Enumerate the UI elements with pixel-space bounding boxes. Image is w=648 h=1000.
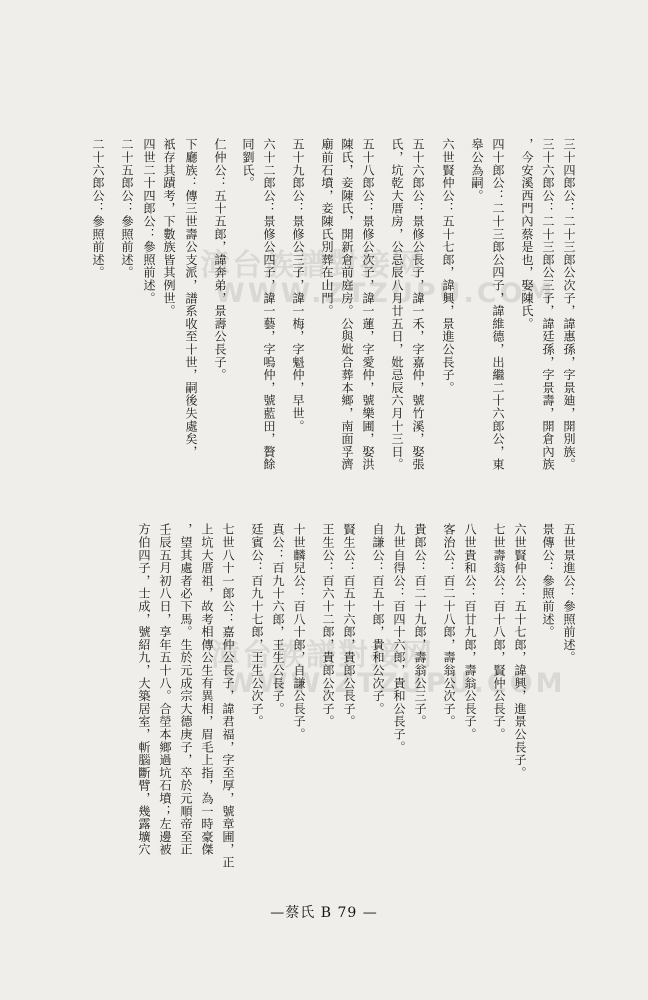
text-column-u7: 五十六郎公：景修公長子，諱一禾，字嘉仲，號竹溪，娶張 — [411, 138, 425, 471]
text-column-l10: 賢生公：百五十六郎，貴郎公長子。 — [342, 523, 356, 728]
text-column-l5: 八世貴和公：百廿九郎，壽翁公長子。 — [463, 523, 477, 741]
text-column-l16: 上坑大厝祖，故考相傳公生有異相，眉毛上指，為一時豪傑 — [200, 523, 214, 856]
text-column-u8: 氏，坑乾大厝房，公忌辰八月廿五日，妣忌辰六月十三日。 — [390, 138, 404, 471]
text-column-u3: ，今安溪西門內蔡是也，娶陳氏。 — [520, 138, 534, 330]
text-column-u6: 六世賢仲公：五十七郎，諱興，景進公長子。 — [441, 138, 455, 394]
text-column-u15: 仁仲公：五十五郎，諱奔弟，景壽公長子。 — [213, 138, 227, 382]
text-column-u16: 下廳族：傳三世壽公支派，譜系收至十世，嗣後失處矣， — [184, 138, 198, 458]
text-column-u18: 四世二十四郎公：參照前述。 — [142, 138, 156, 305]
watermark-url-upper: WWW.ZTZUPU.COM — [215, 278, 556, 309]
text-column-l11: 王生公：百六十二郎，貴郎公次子。 — [321, 523, 335, 728]
text-column-l8: 九世自得公：百四十六郎，貴和公長子。 — [392, 523, 406, 754]
text-column-l3: 六世賢仲公：五十七郎，諱興，進景公長子。 — [513, 523, 527, 779]
text-column-u19: 二十五郎公：參照前述。 — [120, 138, 134, 279]
text-column-u2: 三十六郎公：二十三郎公三子，諱廷孫，字景壽，開倉內族 — [541, 138, 555, 471]
text-column-l17: ，望其處者必下馬。生於元成宗大德庚子，卒於元順帝至正 — [179, 523, 193, 856]
watermark-title-upper: 漳台族譜對接网 — [200, 248, 424, 283]
text-column-l9: 自謙公：百五十郎，貴和公次子。 — [371, 523, 385, 715]
text-column-u4: 四十郎公：二十三郎公四子，諱維德，出繼二十六郎公，東 — [491, 138, 505, 471]
text-column-u13: 六十二郎公：景修公四子，諱一藝，字嗚仲，號藍田，贅餘 — [262, 138, 276, 471]
text-column-l14: 廷賓公：百九十七郎，王生公次子。 — [250, 523, 264, 728]
text-column-u9: 五十八郎公：景修公次子，諱一蓮，字愛仲，號樂圃，娶洪 — [361, 138, 375, 471]
text-column-l15: 七世八十一郎公：嘉仲公長子，諱君福，字至厚，號章圃，正 — [221, 523, 235, 869]
text-column-u1: 三十四郎公：二十三郎公次子，諱惠孫，字景廸，開別族。 — [562, 138, 576, 471]
text-column-l6: 客治公：百二十八郎，壽翁公次子。 — [442, 523, 456, 728]
text-column-l18: 壬辰五月初八日，享年五十八。合塋本鄉過坑石墳；左邊被 — [158, 523, 172, 856]
text-column-u10: 陳氏，妾陳氏，開新倉前庭房。公與妣合葬本鄉，南面孚濟 — [340, 138, 354, 471]
watermark-url-lower: WWW.ZTZUPU.COM — [225, 668, 566, 699]
text-column-u17: 祇存其蹟考，下數族皆其例世。 — [162, 138, 176, 318]
text-column-l4: 七世壽翁公：百十八郎，賢仲公長子。 — [492, 523, 506, 741]
page-number: —蔡氏 B 79 — — [270, 905, 378, 921]
text-column-u12: 五十九郎公：景修公三子，諱一梅，字魁仲，早世。 — [291, 138, 305, 433]
text-column-l13: 真公：百九十六郎，王生公長子。 — [271, 523, 285, 715]
text-column-l1: 五世景進公：參照前述。 — [562, 523, 576, 664]
text-column-u14: 同劉氏。 — [241, 138, 255, 190]
watermark-title-lower: 漳台族譜對接网 — [210, 638, 434, 673]
text-column-l19: 方伯四子，士成，號紹九，大築居室，斬腦斷臂，幾露壙穴 — [137, 523, 151, 856]
text-column-l2: 景傳公：參照前述。 — [541, 523, 555, 639]
text-column-l12: 十世麟兒公：百八十郎，自謙公長子。 — [292, 523, 306, 741]
text-column-l7: 貴郎公：百二十九郎，壽翁公三子。 — [413, 523, 427, 728]
text-column-u5: 皋公為嗣。 — [470, 138, 484, 202]
text-column-u11: 廟前石墳，妾陳氏別葬在山門。 — [320, 138, 334, 318]
text-column-u20: 二十六郎公：參照前述。 — [91, 138, 105, 279]
